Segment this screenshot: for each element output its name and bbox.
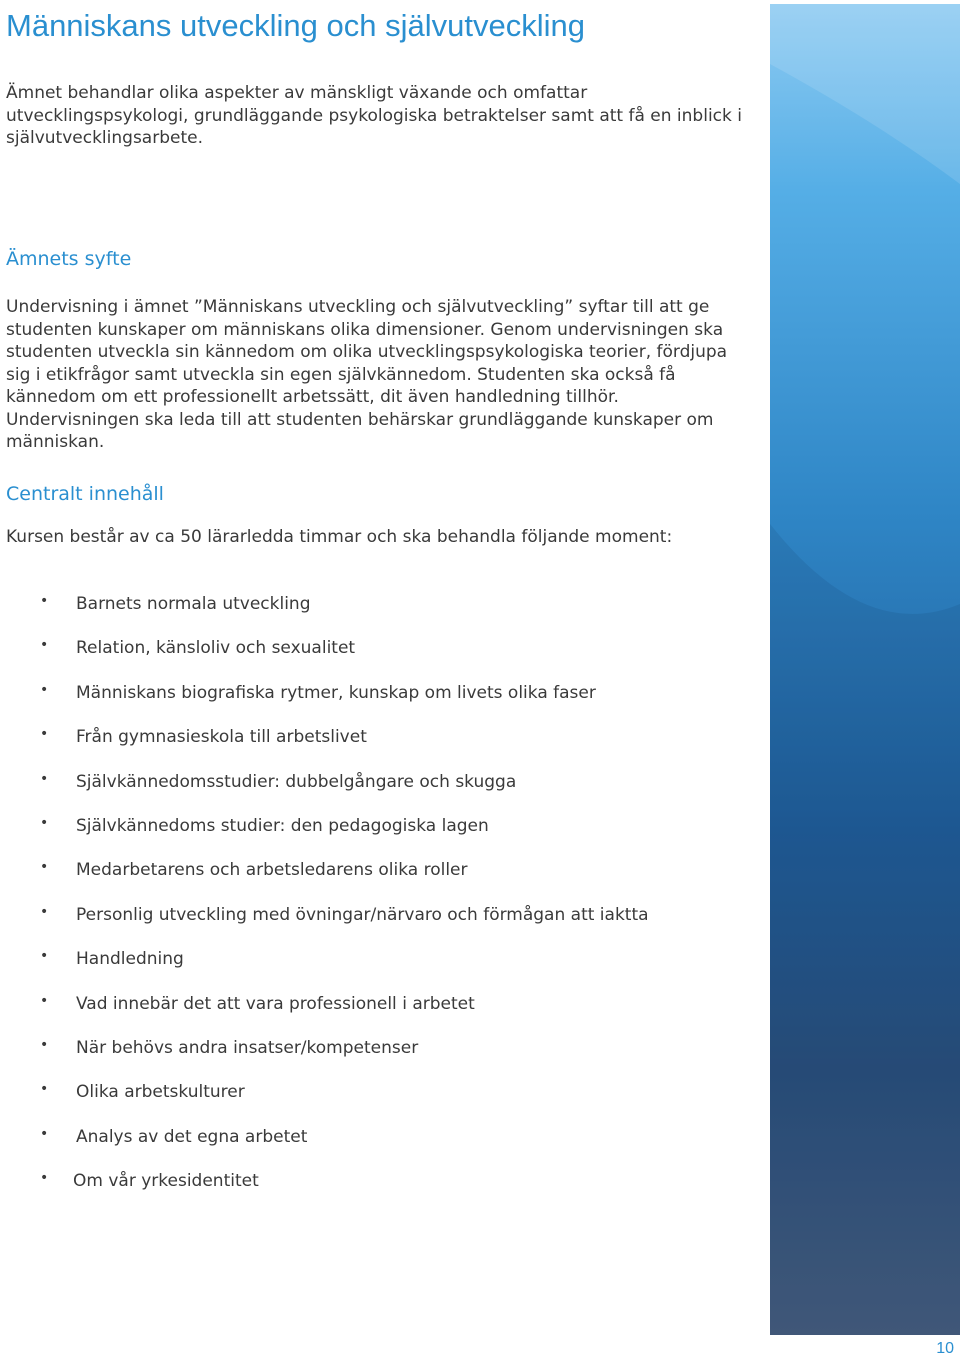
list-item: [0, 901, 760, 945]
list-item-label: Handledning: [76, 949, 184, 970]
bullet-icon: •: [40, 681, 49, 698]
list-item: [0, 990, 760, 1034]
list-item: [0, 723, 760, 767]
list-item: [0, 1078, 760, 1122]
list-item-label: Vad innebär det att vara professionell i arbetet: [76, 993, 475, 1014]
list-item-label: Människans biografiska rytmer, kunskap om livets olika faser: [76, 682, 596, 703]
innehall-paragraph: Kursen består av ca 50 lärarledda timmar och ska behandla följande moment:: [6, 527, 673, 547]
decorative-light-band: [770, 4, 960, 184]
list-item: [0, 634, 760, 678]
list-item-label: Olika arbetskulturer: [76, 1082, 245, 1103]
bullet-icon: •: [40, 859, 49, 876]
bullet-icon: •: [40, 1125, 49, 1142]
list-item: [0, 768, 760, 812]
list-item: [0, 679, 760, 723]
list-item: [0, 856, 760, 900]
list-item: [0, 945, 760, 989]
list-item-label: Om vår yrkesidentitet: [73, 1171, 259, 1192]
syfte-paragraph: Undervisning i ämnet ”Människans utveckling och självutveckling” syftar till att ge studenten kunskaper om människans olika dimensioner. Genom undervisningen ska studenten utveckla sin kännedom om olika utvecklingspsykologiska teorier, fördjupa sig i etikfrågor samt utveckla sin egen självkännedom. Studenten ska också få kännedom om ett professionellt arbetssätt, dit även handledning tillhör. Undervisningen ska leda till att studenten behärskar grundläggande kunskaper om människan.: [6, 297, 728, 452]
page-title: Människans utveckling och självutveckling: [6, 8, 585, 43]
list-item: [0, 1123, 760, 1167]
bullet-icon: •: [40, 903, 49, 920]
list-item-label: Självkännedomsstudier: dubbelgångare och skugga: [76, 771, 517, 792]
topic-list: [0, 590, 760, 1211]
bullet-icon: •: [40, 726, 49, 743]
list-item-label: När behövs andra insatser/kompetenser: [76, 1037, 419, 1058]
list-item-label: Självkännedoms studier: den pedagogiska lagen: [76, 815, 489, 836]
section-heading-innehall: Centralt innehåll: [6, 483, 164, 505]
intro-paragraph: Ämnet behandlar olika aspekter av mänskligt växande och omfattar utvecklingspsykologi, grundläggande psykologiska betraktelser samt att få en inblick i självutvecklingsarbete.: [6, 83, 742, 148]
page-number: 10: [936, 1340, 954, 1357]
bullet-icon: •: [40, 992, 49, 1009]
bullet-icon: •: [40, 770, 49, 787]
list-item: [0, 1034, 760, 1078]
list-item-label: Analys av det egna arbetet: [76, 1126, 308, 1147]
bullet-icon: •: [40, 1170, 49, 1187]
list-item-label: Relation, känsloliv och sexualitet: [76, 638, 356, 659]
section-heading-syfte: Ämnets syfte: [6, 248, 132, 270]
list-item-label: Medarbetarens och arbetsledarens olika roller: [76, 860, 468, 881]
list-item-label: Personlig utveckling med övningar/närvaro och förmågan att iaktta: [76, 904, 649, 925]
bullet-icon: •: [40, 1036, 49, 1053]
list-item: [0, 590, 760, 634]
list-item-label: Barnets normala utveckling: [76, 594, 311, 614]
decorative-dark-band: [770, 524, 960, 1335]
decorative-side-panel: [770, 4, 960, 1335]
decorative-wave-graphic: [770, 4, 960, 1335]
list-item-label: Från gymnasieskola till arbetslivet: [76, 727, 367, 748]
bullet-icon: •: [40, 593, 49, 609]
bullet-icon: •: [40, 948, 49, 965]
bullet-icon: •: [40, 637, 49, 654]
bullet-icon: •: [40, 1081, 49, 1098]
list-item: [0, 1167, 760, 1211]
list-item: [0, 812, 760, 856]
bullet-icon: •: [40, 814, 49, 831]
